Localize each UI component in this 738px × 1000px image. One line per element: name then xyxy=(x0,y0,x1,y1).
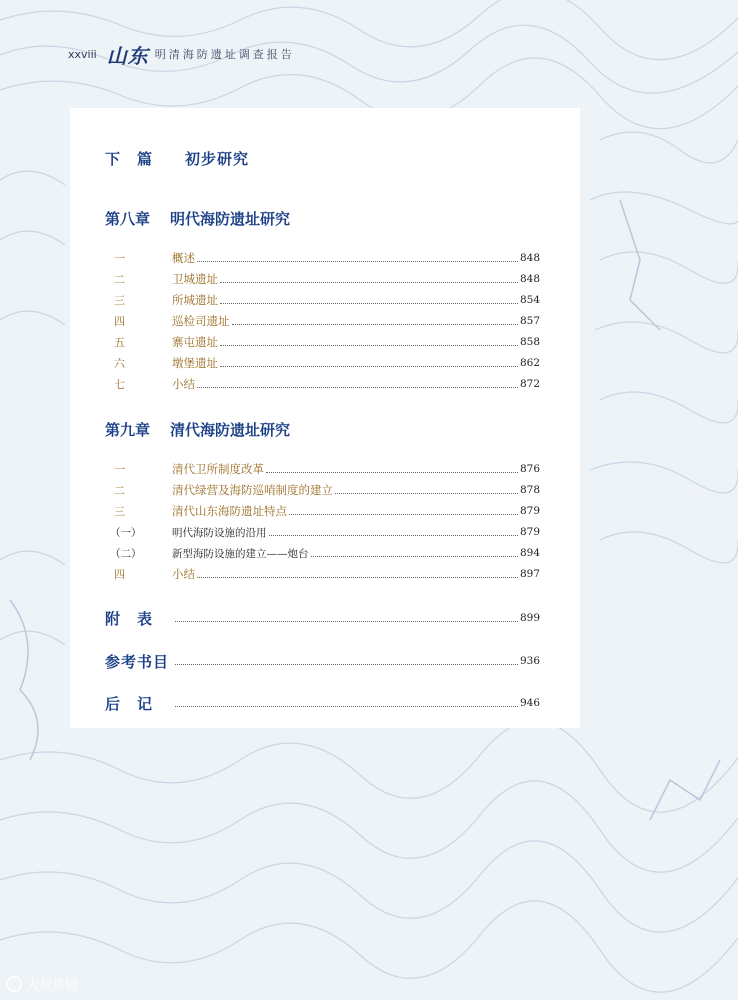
entry-label: 附 表 xyxy=(105,609,154,628)
entry-index: 七 xyxy=(114,378,125,391)
toc-entry[interactable] xyxy=(110,502,540,520)
entry-title: 清代绿营及海防巡哨制度的建立 xyxy=(172,483,333,497)
leader-dots xyxy=(197,577,518,578)
entry-page: 936 xyxy=(519,655,540,667)
entry-page: 899 xyxy=(519,612,540,624)
entry-page: 879 xyxy=(519,505,540,517)
leader-dots xyxy=(266,472,518,473)
part-label: 下 篇 xyxy=(105,150,154,168)
entry-index: 一 xyxy=(114,252,125,265)
chapter-title: 明代海防遗址研究 xyxy=(170,210,291,228)
entry-index: 四 xyxy=(114,568,125,581)
leader-dots xyxy=(269,535,518,536)
leader-dots xyxy=(175,621,518,622)
entry-page: 862 xyxy=(519,357,540,369)
entry-title: 清代卫所制度改革 xyxy=(172,462,264,476)
entry-page: 897 xyxy=(519,568,540,580)
entry-index: 一 xyxy=(114,463,125,476)
watermark xyxy=(6,974,78,993)
chapter-number: 第九章 xyxy=(105,421,151,439)
leader-dots xyxy=(197,387,518,388)
leader-dots xyxy=(220,282,518,283)
leader-dots xyxy=(220,303,518,304)
content-panel xyxy=(70,108,580,728)
toc-entry[interactable] xyxy=(110,354,540,372)
entry-label: 参考书目 xyxy=(105,652,170,671)
entry-title: 所城遗址 xyxy=(172,293,218,307)
entry-title: 寨屯遗址 xyxy=(172,335,218,349)
chapter-8-heading[interactable] xyxy=(105,208,290,229)
entry-index: 三 xyxy=(114,294,125,307)
entry-index: 四 xyxy=(114,315,125,328)
entry-page: 876 xyxy=(519,463,540,475)
entry-page: 848 xyxy=(519,252,540,264)
entry-index: 六 xyxy=(114,357,125,370)
entry-title: 新型海防设施的建立——炮台 xyxy=(172,547,309,560)
toc-entry[interactable] xyxy=(110,375,540,393)
entry-title: 明代海防设施的沿用 xyxy=(172,526,267,539)
chapter-title: 清代海防遗址研究 xyxy=(170,421,291,439)
watermark-text: 大叔喜镜 xyxy=(26,978,79,993)
toc-entry[interactable] xyxy=(110,312,540,330)
leader-dots xyxy=(220,345,518,346)
entry-page: 857 xyxy=(519,315,540,327)
shandong-logo: 山东 xyxy=(106,43,149,68)
leader-dots xyxy=(311,556,518,557)
entry-label: 后 记 xyxy=(105,694,154,713)
entry-page: 848 xyxy=(519,273,540,285)
leader-dots xyxy=(232,324,518,325)
watermark-icon xyxy=(6,976,22,992)
entry-title: 小结 xyxy=(172,377,195,391)
entry-page: 858 xyxy=(519,336,540,348)
entry-index: （一） xyxy=(110,526,142,539)
toc-entry[interactable] xyxy=(110,249,540,267)
entry-page: 879 xyxy=(519,526,540,538)
entry-title: 墩堡遗址 xyxy=(172,356,218,370)
toc-entry[interactable] xyxy=(110,333,540,351)
entry-page: 894 xyxy=(519,547,540,559)
leader-dots xyxy=(289,514,518,515)
leader-dots xyxy=(335,493,518,494)
entry-index: （二） xyxy=(110,547,142,560)
entry-index: 二 xyxy=(114,273,125,286)
entry-title: 卫城遗址 xyxy=(172,272,218,286)
running-header xyxy=(68,42,295,66)
afterword-entry[interactable] xyxy=(105,692,540,714)
toc-entry[interactable] xyxy=(110,565,540,583)
book-title: 明清海防遗址调查报告 xyxy=(154,48,295,61)
leader-dots xyxy=(175,706,518,707)
part-title: 初步研究 xyxy=(185,150,250,168)
leader-dots xyxy=(220,366,518,367)
entry-page: 854 xyxy=(519,294,540,306)
chapter-9-heading[interactable] xyxy=(105,419,290,440)
entry-index: 五 xyxy=(114,336,125,349)
entry-page: 872 xyxy=(519,378,540,390)
entry-page: 878 xyxy=(519,484,540,496)
bibliography-entry[interactable] xyxy=(105,650,540,672)
entry-title: 小结 xyxy=(172,567,195,581)
entry-title: 清代山东海防遗址特点 xyxy=(172,504,287,518)
chapter-number: 第八章 xyxy=(105,210,151,228)
toc-entry[interactable] xyxy=(110,270,540,288)
appendix-entry[interactable] xyxy=(105,607,540,629)
entry-title: 概述 xyxy=(172,251,195,265)
page-number: xxviii xyxy=(68,47,97,61)
toc-entry[interactable] xyxy=(110,460,540,478)
toc-subentry[interactable] xyxy=(110,544,540,562)
entry-index: 三 xyxy=(114,505,125,518)
leader-dots xyxy=(197,261,518,262)
entry-title: 巡检司遗址 xyxy=(172,314,230,328)
part-heading xyxy=(105,148,249,169)
leader-dots xyxy=(175,664,518,665)
entry-page: 946 xyxy=(519,697,540,709)
toc-entry[interactable] xyxy=(110,481,540,499)
toc-subentry[interactable] xyxy=(110,523,540,541)
entry-index: 二 xyxy=(114,484,125,497)
toc-entry[interactable] xyxy=(110,291,540,309)
